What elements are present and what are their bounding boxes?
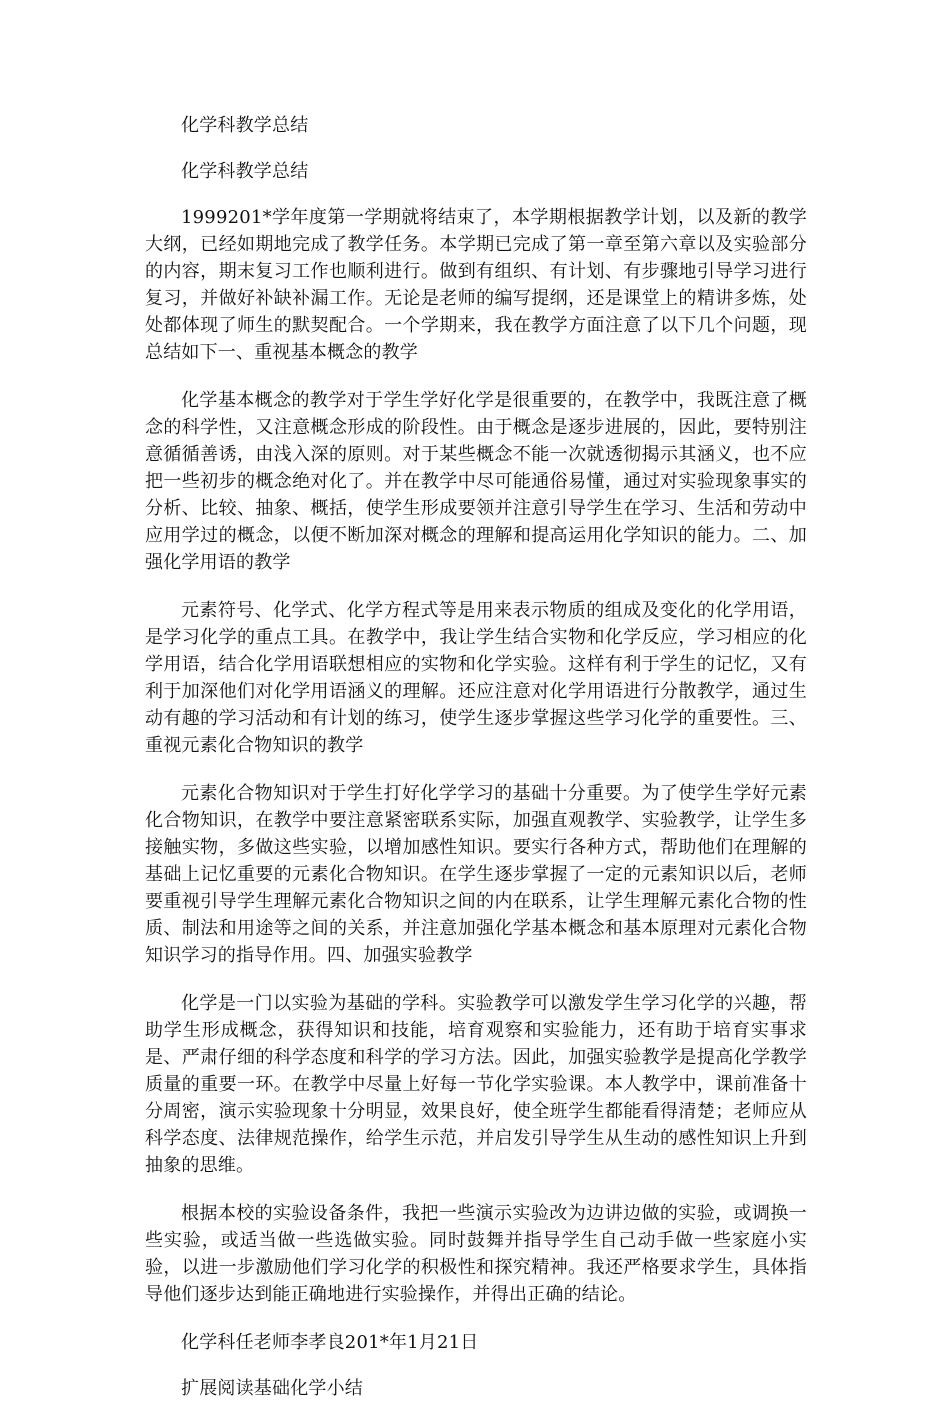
document-subtitle: 化学科教学总结 (181, 161, 309, 182)
paragraph-experiment-teaching: 化学是一门以实验为基础的学科。实验教学可以激发学生学习化学的兴趣，帮助学生形成概念，获得知识和技能，培育观察和实验能力，还有助于培育实事求是、严肃仔细的科学态度和科学的学习方法。因此，加强实验教学是提高化学教学质量的重要一环。在教学中尽量上好每一节化学实验课。本人教学中，课前准备十分周密，演示实验现象十分明显，效果良好，使全班学生都能看得清楚；老师应从科学态度、法律规范操作，给学生示范，并启发引导学生从生动的感性知识上升到抽象的思维。 (145, 993, 807, 1176)
signature-line: 化学科任老师李孝良201*年1月21日 (181, 1332, 479, 1353)
paragraph-chemical-terms: 元素符号、化学式、化学方程式等是用来表示物质的组成及变化的化学用语，是学习化学的重点工具。在教学中，我让学生结合实物和化学反应，学习相应的化学用语，结合化学用语联想相应的实物和化学实验。这样有利于学生的记忆，又有利于加深他们对化学用语涵义的理解。还应注意对化学用语进行分散教学，通过生动有趣的学习活动和有计划的练习，使学生逐步掌握这些学习化学的重要性。三、重视元素化合物知识的教学 (145, 600, 807, 756)
paragraph-lab-conditions: 根据本校的实验设备条件，我把一些演示实验改为边讲边做的实验，或调换一些实验，或适当做一些选做实验。同时鼓舞并指导学生自己动手做一些家庭小实验，以进一步激励他们学习化学的积极性和探究精神。我还严格要求学生，具体指导他们逐步达到能正确地进行实验操作，并得出正确的结论。 (145, 1203, 807, 1305)
paragraph-element-compounds: 元素化合物知识对于学生打好化学学习的基础十分重要。为了使学生学好元素化合物知识，在教学中要注意紧密联系实际，加强直观教学、实验教学，让学生多接触实物，多做这些实验，以增加感性知识。要实行各种方式，帮助他们在理解的基础上记忆重要的元素化合物知识。在学生逐步掌握了一定的元素知识以后，老师要重视引导学生理解元素化合物知识之间的内在联系，让学生理解元素化合物的性质、制法和用途等之间的关系，并注意加强化学基本概念和基本原理对元素化合物知识学习的指导作用。四、加强实验教学 (145, 783, 807, 966)
paragraph-intro: 1999201*学年度第一学期就将结束了，本学期根据教学计划，以及新的教学大纲，已经如期地完成了教学任务。本学期已完成了第一章至第六章以及实验部分的内容，期末复习工作也顺利进行。做到有组织、有计划、有步骤地引导学习进行复习，并做好补缺补漏工作。无论是老师的编写提纲，还是课堂上的精讲多炼，处处都体现了师生的默契配合。一个学期来，我在教学方面注意了以下几个问题，现总结如下一、重视基本概念的教学 (145, 207, 807, 363)
document-page (145, 112, 807, 1421)
extended-reading-heading: 扩展阅读基础化学小结 (181, 1378, 363, 1399)
paragraph-basic-concepts: 化学基本概念的教学对于学生学好化学是很重要的，在教学中，我既注意了概念的科学性，又注意概念形成的阶段性。由于概念是逐步进展的，因此，要特别注意循循善诱，由浅入深的原则。对于某些概念不能一次就透彻揭示其涵义，也不应把一些初步的概念绝对化了。并在教学中尽可能通俗易懂，通过对实验现象事实的分析、比较、抽象、概括，使学生形成要领并注意引导学生在学习、生活和劳动中应用学过的概念，以便不断加深对概念的理解和提高运用化学知识的能力。二、加强化学用语的教学 (145, 390, 807, 573)
document-title: 化学科教学总结 (181, 115, 309, 136)
